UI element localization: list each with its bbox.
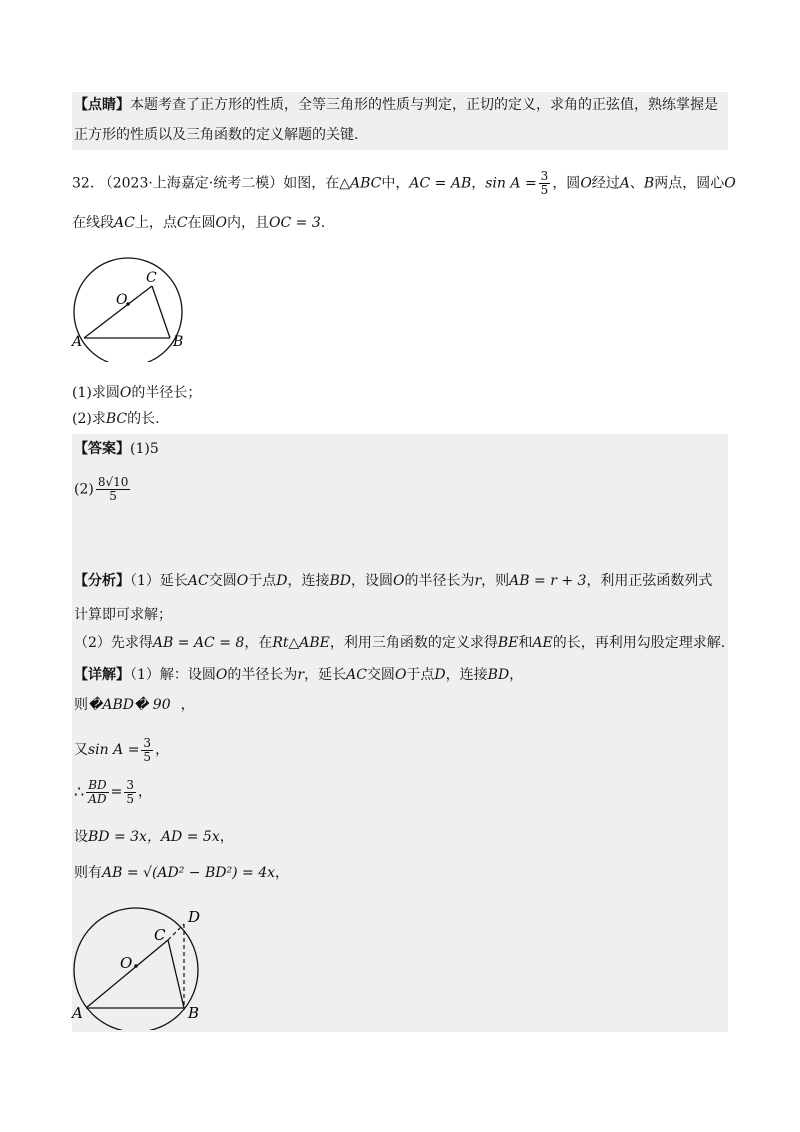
- detail-line-1: [74, 666, 523, 684]
- analysis-text: 交圆: [208, 573, 237, 589]
- detail-text: 则有: [74, 865, 102, 881]
- detail-text: 于点: [406, 667, 435, 683]
- problem-text: ，圆: [552, 175, 581, 192]
- point-c: C: [176, 215, 188, 231]
- detail-text: ，: [138, 784, 153, 800]
- eq-oc: OC = 3: [269, 215, 321, 231]
- analysis-text: 和: [518, 635, 533, 651]
- detail-text: 又: [74, 742, 88, 758]
- point-o: O: [236, 573, 249, 589]
- analysis-text: 的半径长为: [404, 573, 475, 589]
- point-o: O: [580, 175, 592, 192]
- analysis-text: 的长，再利用勾股定理求解.: [552, 635, 726, 651]
- eq-ab-ac-8: AB = AC = 8: [152, 635, 245, 651]
- answer-part-label: (2): [74, 481, 94, 498]
- eq-ab-pythagoras: AB = √(AD² − BD²) = 4x: [102, 865, 276, 881]
- segment-bc: BC: [105, 411, 128, 427]
- point-o: O: [392, 573, 405, 589]
- detail-line-2: [74, 696, 195, 714]
- point-o: O: [394, 667, 407, 683]
- eq-bd-ad: BD = 3x，AD = 5x: [88, 829, 220, 845]
- segment-be: BE: [497, 635, 519, 651]
- label-c: C: [154, 926, 166, 944]
- analysis-text: （1）延长: [130, 573, 188, 589]
- analysis-line-2: [74, 606, 172, 624]
- figure-2-circle-triangle-extended: [66, 902, 216, 1030]
- eq-ac-ab: AC = AB: [409, 175, 472, 192]
- detail-tag: 【详解】: [74, 667, 130, 683]
- segment-ac: [86, 940, 168, 1008]
- segment-ae: AE: [532, 635, 553, 651]
- detail-text: ，连接: [445, 667, 488, 683]
- point-a: A: [619, 175, 630, 192]
- sin-a-fraction: [141, 737, 153, 764]
- detail-line-5: [74, 828, 234, 846]
- circle-o: [74, 908, 201, 1030]
- point-o: O: [724, 175, 736, 192]
- problem-source: （2023·上海嘉定·统考二模）如图，在: [98, 175, 340, 192]
- comment-line-2: [74, 126, 358, 144]
- analysis-text: 于点: [248, 573, 277, 589]
- problem-text: .: [320, 215, 326, 231]
- circle-o: [74, 258, 182, 362]
- problem-text: 、: [629, 175, 644, 192]
- answer-block: [72, 434, 728, 554]
- radius-r: r: [474, 573, 482, 589]
- question-text: (1)求圆: [72, 385, 120, 401]
- problem-text: 内，且: [227, 215, 270, 231]
- answer-tag: 【答案】: [74, 441, 130, 457]
- label-b: B: [188, 1004, 200, 1022]
- analysis-text: ，利用正弦函数列式: [586, 573, 713, 589]
- analysis-text: 计算即可求解；: [74, 607, 172, 623]
- point-d: D: [276, 573, 288, 589]
- detail-line-4: [74, 778, 152, 806]
- label-o: O: [116, 292, 128, 308]
- bd-over-ad-fraction: [86, 779, 108, 806]
- comment-tag: 【点睛】: [74, 97, 130, 113]
- problem-text: 在线段: [72, 215, 114, 231]
- answer-part-label: (1): [130, 441, 150, 457]
- point-d: D: [434, 667, 446, 683]
- radius-r: r: [297, 667, 305, 683]
- segment-cb: [168, 940, 184, 1008]
- answer-1-value: 5: [149, 441, 159, 457]
- figure-1-circle-triangle: [66, 252, 196, 362]
- detail-text: ，: [155, 742, 170, 758]
- problem-text: ，: [471, 175, 486, 192]
- answer-line-2: [74, 476, 132, 503]
- detail-text: 的半径长为: [227, 667, 298, 683]
- comment-line-1: [74, 96, 718, 114]
- segment-cd-dashed: [168, 924, 184, 940]
- fraction-numerator: 3: [540, 169, 549, 183]
- analysis-text: （2）先求得: [74, 635, 153, 651]
- point-o: O: [215, 667, 228, 683]
- problem-text: 上，点: [134, 215, 177, 231]
- question-text: (2)求: [72, 411, 106, 427]
- detail-text: ，: [275, 865, 290, 881]
- sin-a-fraction: [539, 170, 551, 197]
- analysis-text: ，则: [481, 573, 510, 589]
- problem-text: 经过: [591, 175, 620, 192]
- question-text: 的半径长；: [131, 385, 202, 401]
- comment-text-1: 本题考查了正方形的性质，全等三角形的性质与判定，正切的定义，求角的正弦值，熟练掌握是: [130, 97, 718, 113]
- answer-2-fraction: [96, 476, 131, 503]
- detail-text: （1）解：设圆: [130, 667, 216, 683]
- problem-text: 两点，圆心: [654, 175, 725, 192]
- comment-text-2: 正方形的性质以及三角函数的定义解题的关键.: [74, 127, 359, 143]
- segment-cb: [152, 286, 170, 338]
- analysis-line-1: [74, 572, 712, 590]
- problem-line-2: [72, 214, 325, 232]
- question-2: [72, 410, 160, 428]
- sin-a: sin A =: [88, 742, 140, 758]
- label-a: A: [72, 1004, 83, 1022]
- point-o: O: [119, 385, 132, 401]
- fraction-numerator: 8√10: [97, 475, 129, 489]
- center-dot: [134, 964, 138, 968]
- answer-line-1: [74, 440, 159, 458]
- label-d: D: [188, 908, 201, 926]
- fraction-denominator: 5: [143, 749, 152, 764]
- segment-bd: BD: [487, 667, 510, 683]
- segment-bd: BD: [329, 573, 351, 589]
- equals-sign: =: [110, 784, 123, 800]
- detail-text: ，: [509, 667, 524, 683]
- question-text: 的长.: [127, 411, 160, 427]
- fraction-denominator: 5: [540, 183, 549, 197]
- fraction-numerator: 3: [126, 777, 135, 792]
- fraction-denominator: 5: [126, 791, 135, 806]
- problem-number: 32.: [72, 175, 95, 192]
- point-b: B: [643, 175, 655, 192]
- problem-line-1: [72, 170, 736, 197]
- analysis-text: ，在: [244, 635, 273, 651]
- detail-text: 则: [74, 697, 88, 713]
- therefore-symbol: ∴: [74, 782, 85, 801]
- label-c: C: [146, 270, 157, 286]
- segment-ac: AC: [187, 573, 209, 589]
- point-o: O: [215, 215, 228, 231]
- right-triangle-abe: Rt△ABE: [272, 635, 330, 651]
- detail-text: ，: [180, 697, 195, 713]
- question-1: [72, 384, 201, 402]
- fraction-denominator: AD: [88, 791, 107, 806]
- analysis-tag: 【分析】: [74, 573, 130, 589]
- detail-line-6: [74, 864, 289, 882]
- segment-ac: AC: [114, 215, 135, 231]
- segment-ac: AC: [346, 667, 367, 683]
- detail-text: ，延长: [304, 667, 347, 683]
- label-b: B: [173, 334, 184, 350]
- detail-text: 设: [74, 829, 88, 845]
- angle-abd: �ABD� 90: [88, 697, 171, 713]
- analysis-line-3: [74, 634, 725, 652]
- analysis-text: ，设圆: [350, 573, 393, 589]
- analysis-text: ，利用三角函数的定义求得: [329, 635, 498, 651]
- eq-ab-r3: AB = r + 3: [509, 573, 587, 589]
- problem-text: 在圆: [187, 215, 216, 231]
- fraction-denominator: 5: [109, 489, 117, 503]
- analysis-text: ，连接: [287, 573, 330, 589]
- fraction-numerator: BD: [88, 777, 107, 792]
- detail-text: 交圆: [366, 667, 395, 683]
- label-a: A: [72, 334, 83, 350]
- problem-text: 中，: [381, 175, 410, 192]
- detail-line-3: [74, 736, 169, 764]
- fraction-numerator: 3: [143, 735, 152, 750]
- label-o: O: [120, 954, 133, 972]
- sin-a: sin A =: [485, 175, 537, 192]
- three-fifths-fraction: [124, 779, 136, 806]
- detail-text: ，: [219, 829, 234, 845]
- triangle-abc: △ABC: [339, 175, 382, 192]
